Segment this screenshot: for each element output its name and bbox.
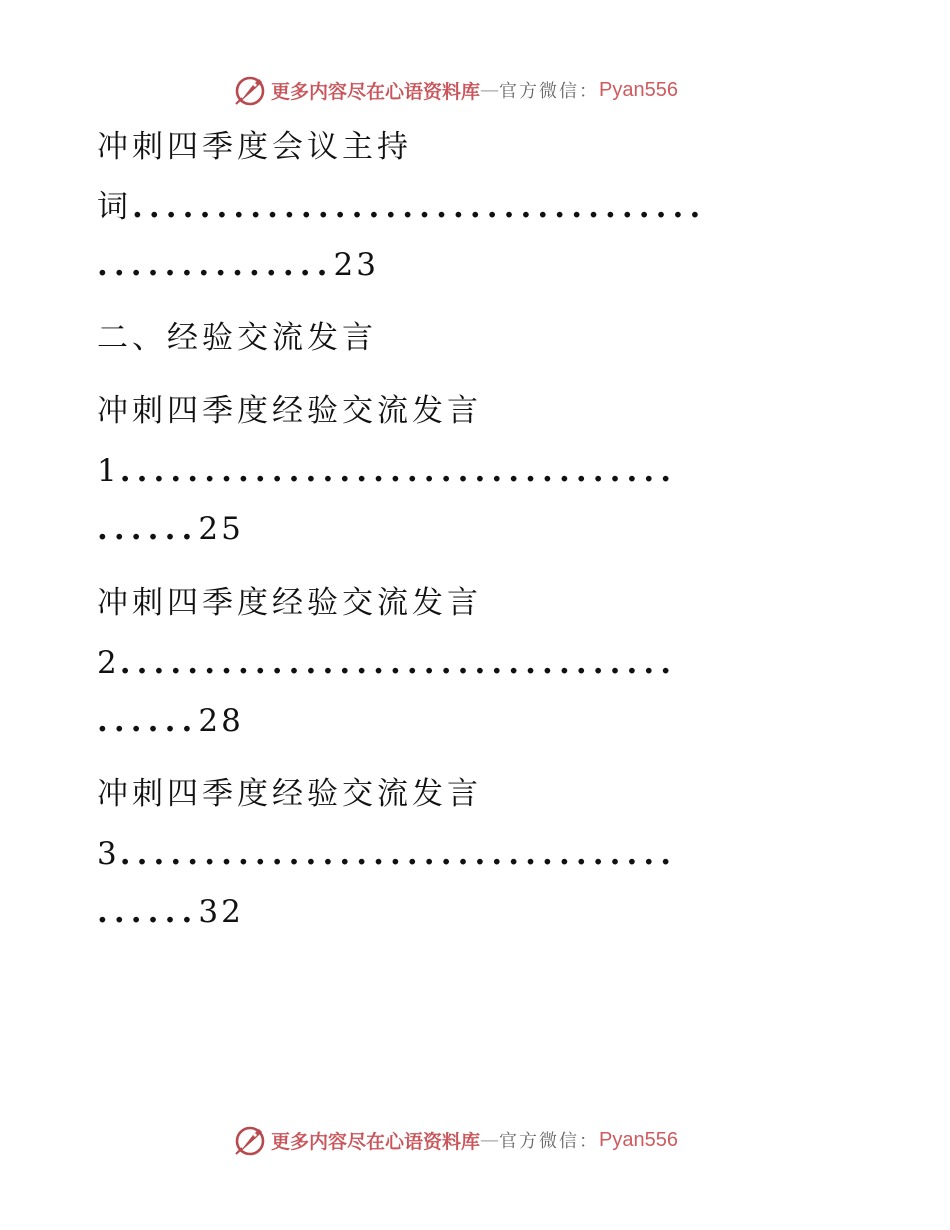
toc-entry-host-leader-1 — [97, 187, 706, 227]
header-banner — [233, 72, 678, 108]
toc-entry-3-leader-2 — [97, 892, 244, 932]
toc-entry-2-title — [97, 583, 482, 623]
banner-wechat-id: Pyan556 — [599, 1128, 678, 1151]
toc-entry-title-tail: 词 — [97, 189, 132, 225]
toc-entry-3-leader-1 — [97, 834, 677, 874]
banner-promo-text: 更多内容尽在心语资料库 — [271, 1130, 481, 1153]
toc-leader-dots: ................................. — [119, 645, 678, 681]
toc-entry-1-leader-1 — [97, 451, 677, 491]
banner-official-label: 官方微信： — [499, 1131, 600, 1152]
banner-wechat-id: Pyan556 — [599, 78, 678, 101]
toc-entry-1-leader-2 — [97, 509, 244, 549]
toc-entry-title: 冲刺四季度经验交流发言 — [97, 393, 482, 429]
toc-entry-2-leader-1 — [97, 643, 677, 683]
toc-leader-dots: .............. — [97, 247, 334, 283]
toc-entry-title: 冲刺四季度经验交流发言 — [97, 585, 482, 621]
toc-entry-title: 冲刺四季度经验交流发言 — [97, 776, 482, 812]
pen-nib-logo-icon — [233, 1123, 267, 1157]
toc-entry-1-title — [97, 391, 482, 431]
toc-leader-dots: .................................. — [132, 189, 707, 225]
banner-dash: — — [480, 79, 500, 101]
toc-entry-host-title — [97, 127, 412, 167]
pen-nib-logo-icon — [233, 73, 267, 107]
toc-leader-dots: ...... — [97, 511, 199, 547]
toc-entry-number: 2 — [97, 645, 120, 681]
toc-leader-dots: ................................. — [119, 453, 678, 489]
toc-page-number: 23 — [333, 247, 379, 283]
toc-section-heading — [97, 318, 377, 358]
toc-entry-number: 1 — [97, 453, 120, 489]
toc-leader-dots: ...... — [97, 894, 199, 930]
footer-banner — [233, 1122, 678, 1158]
toc-entry-host-leader-2 — [97, 245, 379, 285]
toc-page-number: 32 — [198, 894, 244, 930]
banner-promo-text: 更多内容尽在心语资料库 — [271, 80, 481, 103]
banner-dash: — — [480, 1129, 500, 1151]
toc-entry-number: 3 — [97, 836, 120, 872]
toc-page-number: 25 — [198, 511, 244, 547]
section-heading-text: 二、经验交流发言 — [97, 320, 377, 356]
toc-leader-dots: ...... — [97, 703, 199, 739]
banner-official-label: 官方微信： — [499, 81, 600, 102]
toc-entry-2-leader-2 — [97, 701, 244, 741]
toc-leader-dots: ................................. — [119, 836, 678, 872]
toc-entry-3-title — [97, 774, 482, 814]
toc-page-number: 28 — [198, 703, 244, 739]
toc-entry-title: 冲刺四季度会议主持 — [97, 129, 412, 165]
